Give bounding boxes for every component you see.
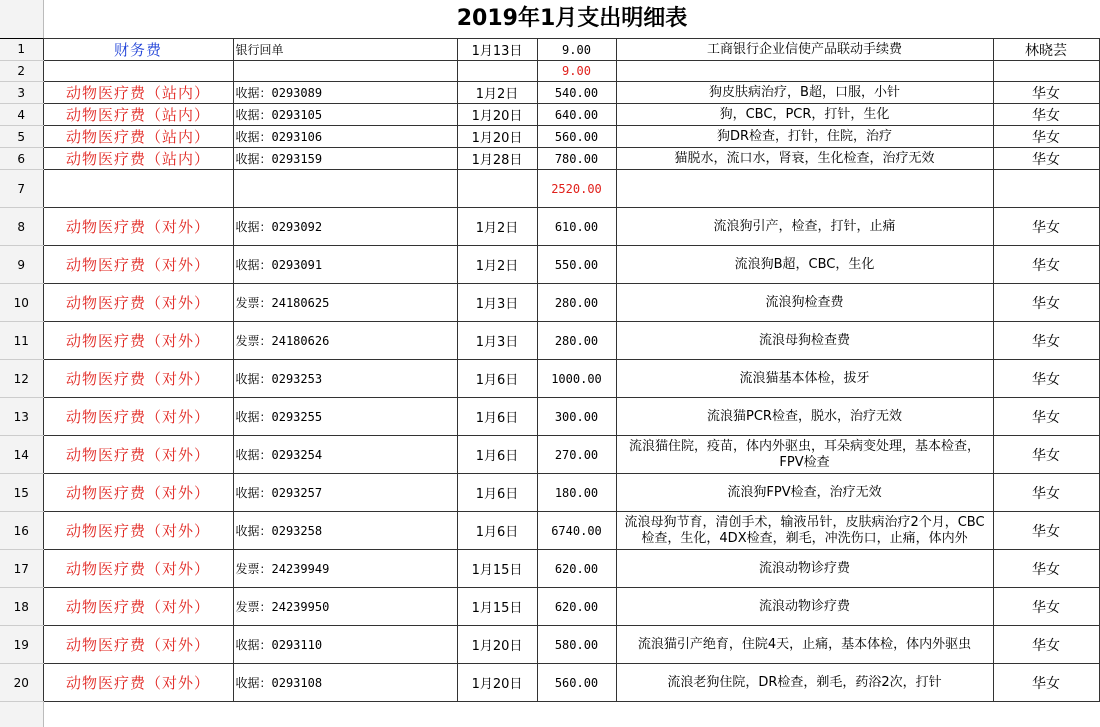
amount-cell[interactable]: 270.00	[537, 436, 616, 474]
table-row	[0, 61, 1099, 82]
category-cell[interactable]: 动物医疗费（对外）	[43, 436, 233, 474]
date-cell[interactable]: 1月2日	[457, 82, 537, 104]
category-cell[interactable]: 动物医疗费（站内）	[43, 104, 233, 126]
date-cell[interactable]: 1月6日	[457, 436, 537, 474]
handler-cell[interactable]: 华女	[993, 322, 1099, 360]
description-cell[interactable]: 狗皮肤病治疗，B超，口服，小针	[616, 82, 993, 104]
handler-cell[interactable]: 华女	[993, 82, 1099, 104]
date-cell[interactable]: 1月2日	[457, 208, 537, 246]
category-cell[interactable]: 动物医疗费（对外）	[43, 664, 233, 702]
row-number[interactable]: 14	[0, 436, 43, 474]
document-cell[interactable]: 收据：0293159	[233, 148, 457, 170]
table-row	[0, 626, 1099, 664]
row-number[interactable]: 7	[0, 170, 43, 208]
amount-cell[interactable]: 560.00	[537, 664, 616, 702]
amount-cell[interactable]: 280.00	[537, 284, 616, 322]
description-cell[interactable]: 流浪狗检查费	[616, 284, 993, 322]
handler-cell[interactable]: 华女	[993, 360, 1099, 398]
row-number[interactable]: 4	[0, 104, 43, 126]
category-cell[interactable]: 动物医疗费（对外）	[43, 284, 233, 322]
document-cell[interactable]: 发票：24180625	[233, 284, 457, 322]
row-number[interactable]: 11	[0, 322, 43, 360]
date-cell[interactable]: 1月15日	[457, 588, 537, 626]
row-number[interactable]: 17	[0, 550, 43, 588]
table-row	[0, 82, 1099, 104]
row-number[interactable]: 15	[0, 474, 43, 512]
handler-cell[interactable]: 华女	[993, 626, 1099, 664]
row-number[interactable]: 8	[0, 208, 43, 246]
date-cell[interactable]: 1月2日	[457, 246, 537, 284]
date-cell[interactable]: 1月3日	[457, 322, 537, 360]
date-cell[interactable]: 1月6日	[457, 512, 537, 550]
amount-cell[interactable]: 300.00	[537, 398, 616, 436]
category-cell[interactable]: 动物医疗费（对外）	[43, 626, 233, 664]
date-cell[interactable]: 1月20日	[457, 626, 537, 664]
handler-cell[interactable]: 华女	[993, 550, 1099, 588]
amount-cell[interactable]: 9.00	[537, 61, 616, 82]
row-number[interactable]: 2	[0, 61, 43, 82]
date-cell[interactable]: 1月3日	[457, 284, 537, 322]
row-number[interactable]: 3	[0, 82, 43, 104]
row-number[interactable]: 6	[0, 148, 43, 170]
description-cell[interactable]: 流浪猫引产绝育，住院4天，止痛，基本体检，体内外驱虫	[616, 626, 993, 664]
table-row	[0, 474, 1099, 512]
document-cell[interactable]: 收据：0293106	[233, 126, 457, 148]
amount-cell[interactable]: 620.00	[537, 588, 616, 626]
table-row	[0, 664, 1099, 702]
row-number[interactable]: 10	[0, 284, 43, 322]
date-cell[interactable]: 1月6日	[457, 360, 537, 398]
table-row	[0, 104, 1099, 126]
category-cell[interactable]: 动物医疗费（对外）	[43, 246, 233, 284]
date-cell[interactable]: 1月13日	[457, 39, 537, 61]
amount-cell[interactable]: 9.00	[537, 39, 616, 61]
category-cell[interactable]: 财务费	[43, 39, 233, 61]
handler-cell[interactable]: 华女	[993, 512, 1099, 550]
row-number[interactable]: 13	[0, 398, 43, 436]
description-cell[interactable]: 流浪动物诊疗费	[616, 550, 993, 588]
document-cell[interactable]: 发票：24180626	[233, 322, 457, 360]
date-cell[interactable]: 1月6日	[457, 474, 537, 512]
handler-cell[interactable]	[993, 170, 1099, 208]
row-number[interactable]: 12	[0, 360, 43, 398]
amount-cell[interactable]: 280.00	[537, 322, 616, 360]
row-number[interactable]: 5	[0, 126, 43, 148]
category-cell[interactable]: 动物医疗费（对外）	[43, 512, 233, 550]
table-row	[0, 322, 1099, 360]
description-cell[interactable]: 流浪猫住院，疫苗，体内外驱虫，耳朵病变处理，基本检查，FPV检查	[616, 436, 993, 474]
amount-cell[interactable]: 2520.00	[537, 170, 616, 208]
document-cell[interactable]	[233, 170, 457, 208]
row-number[interactable]: 18	[0, 588, 43, 626]
handler-cell[interactable]: 华女	[993, 148, 1099, 170]
document-cell[interactable]: 收据：0293257	[233, 474, 457, 512]
document-cell[interactable]: 收据：0293091	[233, 246, 457, 284]
amount-cell[interactable]: 560.00	[537, 126, 616, 148]
amount-cell[interactable]: 580.00	[537, 626, 616, 664]
amount-cell[interactable]: 640.00	[537, 104, 616, 126]
handler-cell[interactable]: 华女	[993, 246, 1099, 284]
date-cell[interactable]	[457, 170, 537, 208]
table-row	[0, 550, 1099, 588]
document-cell[interactable]: 收据：0293105	[233, 104, 457, 126]
amount-cell[interactable]: 620.00	[537, 550, 616, 588]
table-row	[0, 512, 1099, 550]
description-cell[interactable]: 工商银行企业信使产品联动手续费	[616, 39, 993, 61]
title-row	[0, 0, 1100, 39]
table-row	[0, 170, 1099, 208]
amount-cell[interactable]: 610.00	[537, 208, 616, 246]
document-cell[interactable]: 收据：0293089	[233, 82, 457, 104]
table-row	[0, 246, 1099, 284]
amount-cell[interactable]: 6740.00	[537, 512, 616, 550]
document-cell[interactable]: 收据：0293253	[233, 360, 457, 398]
table-row	[0, 588, 1099, 626]
expense-table	[0, 38, 1100, 702]
category-cell[interactable]: 动物医疗费（对外）	[43, 322, 233, 360]
handler-cell[interactable]: 林晓芸	[993, 39, 1099, 61]
handler-cell[interactable]: 华女	[993, 126, 1099, 148]
table-row	[0, 208, 1099, 246]
category-cell[interactable]: 动物医疗费（站内）	[43, 126, 233, 148]
date-cell[interactable]: 1月15日	[457, 550, 537, 588]
description-cell[interactable]: 流浪狗引产，检查，打针，止痛	[616, 208, 993, 246]
table-row	[0, 436, 1099, 474]
description-cell[interactable]: 猫脱水，流口水，肾衰，生化检查，治疗无效	[616, 148, 993, 170]
description-cell[interactable]: 流浪猫PCR检查，脱水，治疗无效	[616, 398, 993, 436]
handler-cell[interactable]: 华女	[993, 664, 1099, 702]
category-cell[interactable]: 动物医疗费（对外）	[43, 398, 233, 436]
date-cell[interactable]: 1月6日	[457, 398, 537, 436]
description-cell[interactable]: 流浪狗B超，CBC，生化	[616, 246, 993, 284]
category-cell[interactable]: 动物医疗费（站内）	[43, 82, 233, 104]
handler-cell[interactable]: 华女	[993, 474, 1099, 512]
table-row	[0, 398, 1099, 436]
handler-cell[interactable]: 华女	[993, 284, 1099, 322]
category-cell[interactable]: 动物医疗费（对外）	[43, 208, 233, 246]
category-cell[interactable]: 动物医疗费（对外）	[43, 588, 233, 626]
description-cell[interactable]	[616, 61, 993, 82]
description-cell[interactable]: 狗DR检查，打针，住院，治疗	[616, 126, 993, 148]
row-number[interactable]: 20	[0, 664, 43, 702]
date-cell[interactable]: 1月20日	[457, 664, 537, 702]
document-cell[interactable]: 收据：0293258	[233, 512, 457, 550]
handler-cell[interactable]: 华女	[993, 208, 1099, 246]
document-cell[interactable]: 收据：0293110	[233, 626, 457, 664]
handler-cell[interactable]: 华女	[993, 436, 1099, 474]
date-cell[interactable]: 1月28日	[457, 148, 537, 170]
table-row	[0, 284, 1099, 322]
description-cell[interactable]: 流浪猫基本体检，拔牙	[616, 360, 993, 398]
description-cell[interactable]: 狗，CBC，PCR，打针，生化	[616, 104, 993, 126]
date-cell[interactable]	[457, 61, 537, 82]
category-cell[interactable]: 动物医疗费（站内）	[43, 148, 233, 170]
description-cell[interactable]: 流浪母狗节育，清创手术，输液吊针，皮肤病治疗2个月，CBC检查，生化，4DX检查，剃毛，冲洗伤口，止痛，体内外	[616, 512, 993, 550]
description-cell[interactable]: 流浪母狗检查费	[616, 322, 993, 360]
row-number[interactable]: 19	[0, 626, 43, 664]
category-cell[interactable]	[43, 170, 233, 208]
date-cell[interactable]: 1月20日	[457, 104, 537, 126]
table-row	[0, 126, 1099, 148]
document-cell[interactable]: 收据：0293108	[233, 664, 457, 702]
row-number[interactable]: 9	[0, 246, 43, 284]
date-cell[interactable]: 1月20日	[457, 126, 537, 148]
row-number[interactable]: 1	[0, 39, 43, 61]
amount-cell[interactable]: 550.00	[537, 246, 616, 284]
description-cell[interactable]: 流浪动物诊疗费	[616, 588, 993, 626]
sheet-title: 2019年1月支出明细表	[456, 6, 688, 31]
document-cell[interactable]: 发票：24239950	[233, 588, 457, 626]
row-number[interactable]: 16	[0, 512, 43, 550]
document-cell[interactable]: 收据：0293254	[233, 436, 457, 474]
document-cell[interactable]: 收据：0293092	[233, 208, 457, 246]
description-cell[interactable]	[616, 170, 993, 208]
amount-cell[interactable]: 180.00	[537, 474, 616, 512]
category-cell[interactable]: 动物医疗费（对外）	[43, 360, 233, 398]
handler-cell[interactable]: 华女	[993, 104, 1099, 126]
category-cell[interactable]	[43, 61, 233, 82]
amount-cell[interactable]: 540.00	[537, 82, 616, 104]
document-cell[interactable]	[233, 61, 457, 82]
table-row	[0, 39, 1099, 61]
document-cell[interactable]: 银行回单	[233, 39, 457, 61]
handler-cell[interactable]: 华女	[993, 588, 1099, 626]
document-cell[interactable]: 收据：0293255	[233, 398, 457, 436]
description-cell[interactable]: 流浪老狗住院，DR检查，剃毛，药浴2次，打针	[616, 664, 993, 702]
handler-cell[interactable]: 华女	[993, 398, 1099, 436]
amount-cell[interactable]: 1000.00	[537, 360, 616, 398]
category-cell[interactable]: 动物医疗费（对外）	[43, 474, 233, 512]
description-cell[interactable]: 流浪狗FPV检查，治疗无效	[616, 474, 993, 512]
handler-cell[interactable]	[993, 61, 1099, 82]
document-cell[interactable]: 发票：24239949	[233, 550, 457, 588]
amount-cell[interactable]: 780.00	[537, 148, 616, 170]
category-cell[interactable]: 动物医疗费（对外）	[43, 550, 233, 588]
table-row	[0, 148, 1099, 170]
table-row	[0, 360, 1099, 398]
